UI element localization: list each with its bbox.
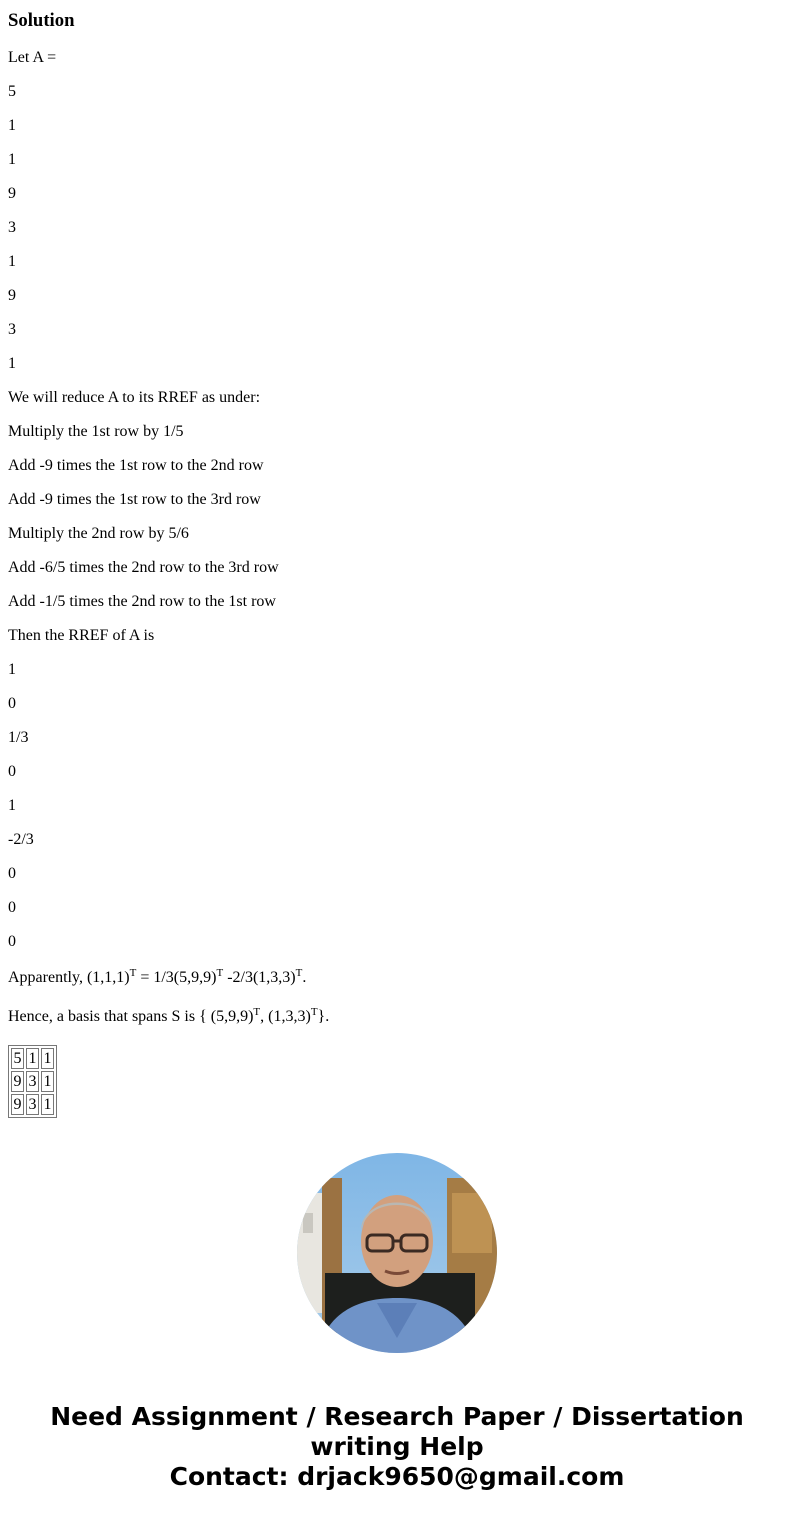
equation-part: = 1/3(5,9,9) [136,969,217,986]
matrix-row [11,1071,54,1092]
equation-part: Apparently, (1,1,1) [8,969,130,986]
rref-entry: 0 [8,695,16,712]
matrix-cell: 1 [26,1048,39,1069]
matrix-cell: 9 [11,1094,24,1115]
rref-entry: 0 [8,865,16,882]
matrix-entry: 1 [8,355,16,372]
equation-part: . [302,969,307,986]
rref-entry: 1/3 [8,729,29,746]
rref-entry: 1 [8,661,16,678]
basis-statement [8,1007,329,1028]
matrix-cell: 3 [26,1071,39,1092]
transpose-sup: T [310,1006,318,1018]
matrix-entry: 1 [8,253,16,270]
row-operation: Add -9 times the 1st row to the 2nd row [8,457,264,474]
matrix-cell: 9 [11,1071,24,1092]
promo-line: writing Help [310,1432,484,1461]
statement-part: Hence, a basis that spans S is { (5,9,9) [8,1008,254,1025]
equation-part: -2/3(1,3,3) [223,969,296,986]
row-operation: Multiply the 1st row by 1/5 [8,423,184,440]
matrix-entry: 1 [8,151,16,168]
matrix-cell: 1 [41,1048,54,1069]
transpose-sup: T [253,1006,261,1018]
matrix-cell: 3 [26,1094,39,1115]
apparently-equation [8,968,306,989]
text-line: We will reduce A to its RREF as under: [8,389,261,406]
row-operation: Add -1/5 times the 2nd row to the 1st row [8,593,276,610]
rref-entry: 0 [8,763,16,780]
matrix-row [11,1048,54,1069]
matrix-entry: 1 [8,117,16,134]
matrix-cell: 1 [41,1094,54,1115]
statement-part: , (1,3,3) [260,1008,311,1025]
row-operation: Add -9 times the 1st row to the 3rd row [8,491,261,508]
matrix-entry: 3 [8,219,16,236]
matrix-cell: 5 [11,1048,24,1069]
rref-entry: 0 [8,933,16,950]
matrix-row [11,1094,54,1115]
matrix-entry: 3 [8,321,16,338]
text-line: Then the RREF of A is [8,627,155,644]
row-operation: Add -6/5 times the 2nd row to the 3rd row [8,559,279,576]
contact-line: Contact: drjack9650@gmail.com [169,1462,625,1491]
rref-entry: 1 [8,797,16,814]
solution-lines [8,48,786,966]
rref-entry: 0 [8,899,16,916]
matrix-entry: 9 [8,185,16,202]
text-line: Let A = [8,49,57,66]
author-portrait-icon [297,1153,497,1353]
promo-line: Need Assignment / Research Paper / Dissertation [50,1402,744,1431]
matrix-table [8,1045,57,1118]
transpose-sup: T [129,967,137,979]
row-operation: Multiply the 2nd row by 5/6 [8,525,189,542]
matrix-entry: 5 [8,83,16,100]
promo-footer [0,1402,794,1492]
author-avatar [297,1153,497,1353]
solution-heading: Solution [8,10,75,31]
matrix-entry: 9 [8,287,16,304]
matrix-cell: 1 [41,1071,54,1092]
rref-entry: -2/3 [8,831,34,848]
transpose-sup: T [295,967,303,979]
transpose-sup: T [216,967,224,979]
statement-part: }. [317,1008,330,1025]
